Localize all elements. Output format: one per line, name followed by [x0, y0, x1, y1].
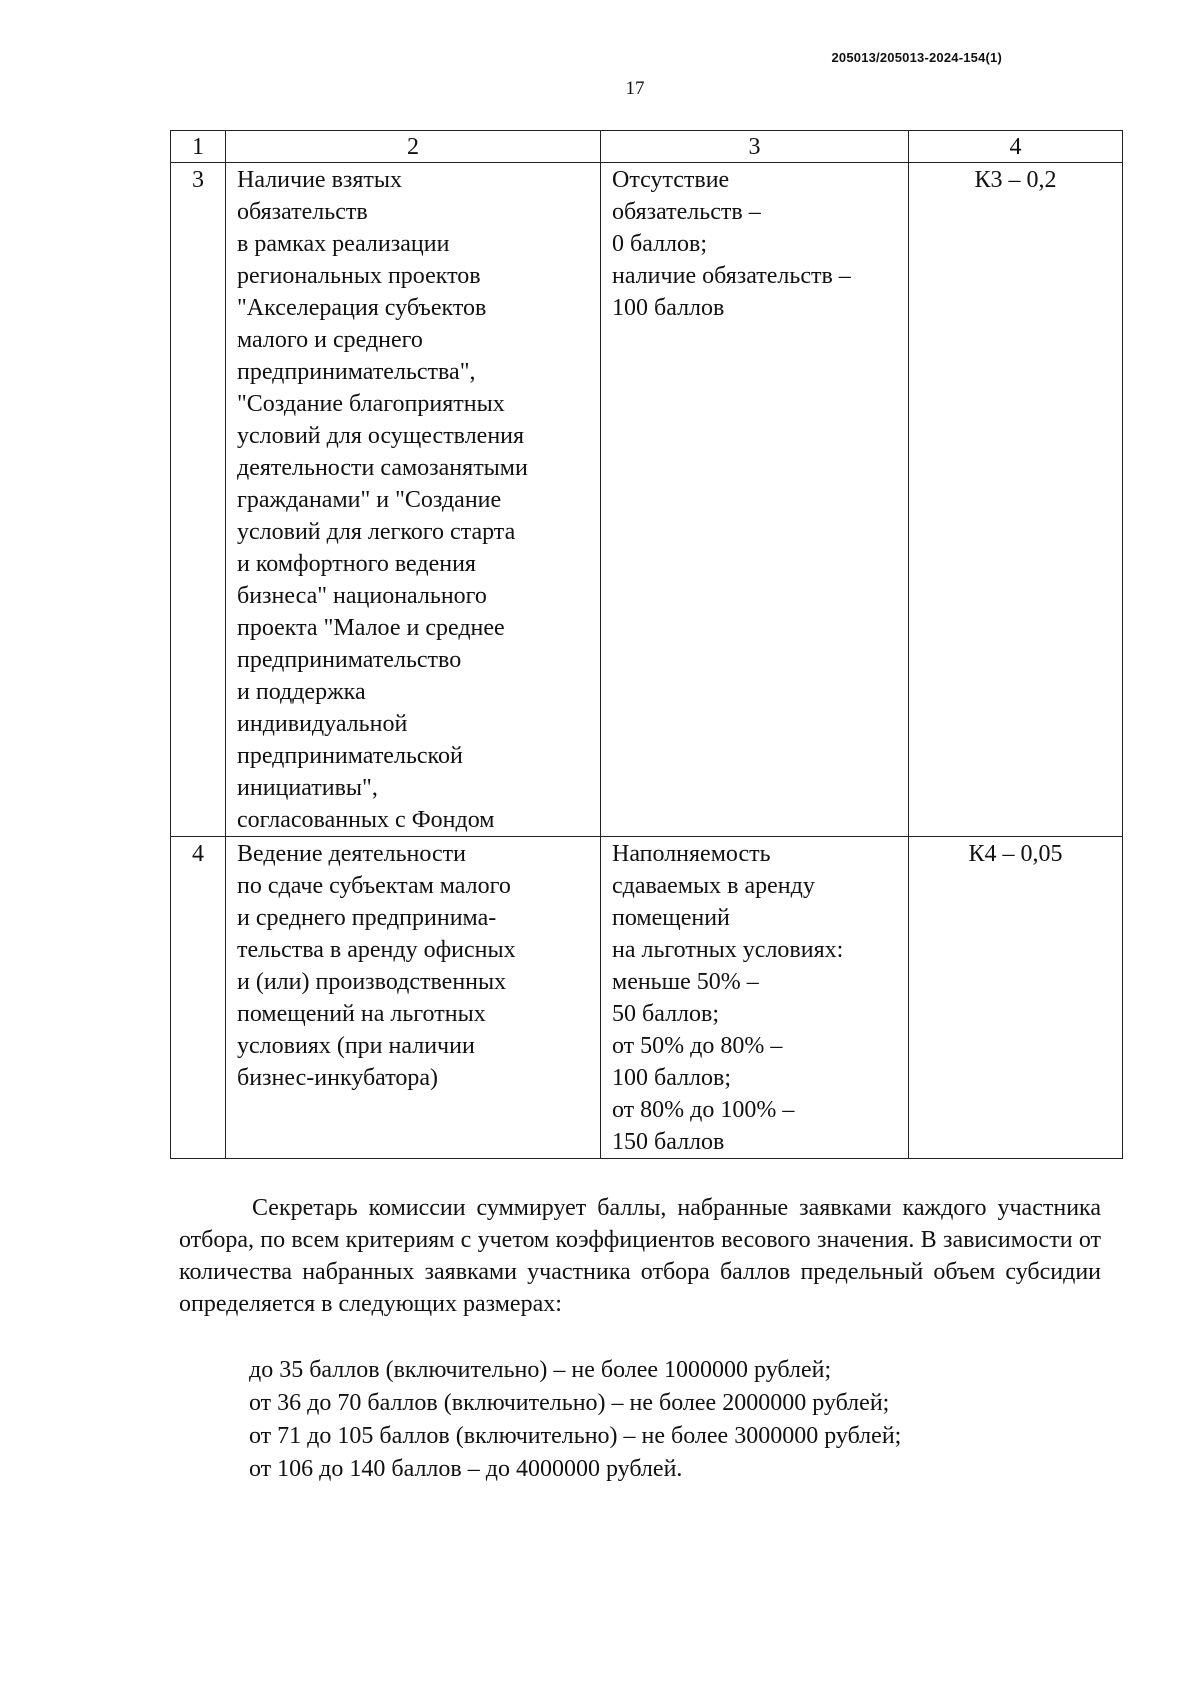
column-header-1: 1 — [171, 131, 226, 163]
subsidy-limits-list — [249, 1354, 901, 1486]
text-line: 0 баллов; — [612, 231, 708, 257]
text-line: помещений на льготных — [237, 1001, 486, 1027]
page-number: 17 — [625, 78, 645, 99]
body-paragraph: Секретарь комиссии суммирует баллы, набранные заявками каждого участника отбора, по всем критериям с учетом коэффициентов весового значения. В зависимости от количества набранных заявками участника отбора баллов предельный объем субсидии определяется в следующих размерах: — [179, 1195, 1101, 1317]
document-id: 205013/205013-2024-154(1) — [831, 50, 1002, 65]
text-line: Наполняемость — [612, 841, 771, 867]
text-line: бизнес-инкубатора) — [237, 1065, 439, 1091]
coefficient-cell: К4 – 0,05 — [909, 837, 1123, 1159]
scoring-text — [612, 838, 898, 1158]
text-line: условий для легкого старта — [237, 519, 516, 545]
text-line: малого и среднего — [237, 327, 423, 353]
text-line: меньше 50% – — [612, 969, 759, 995]
table-row — [171, 837, 1123, 1159]
text-line: в рамках реализации — [237, 231, 450, 257]
text-line: и поддержка — [237, 679, 366, 705]
list-item: до 35 баллов (включительно) – не более 1000000 рублей; — [249, 1357, 832, 1383]
text-line: бизнеса" национального — [237, 583, 487, 609]
text-line: Отсутствие — [612, 167, 730, 193]
list-item: от 71 до 105 баллов (включительно) – не более 3000000 рублей; — [249, 1423, 902, 1449]
row-number: 4 — [171, 837, 226, 1159]
text-line: тельства в аренду офисных — [237, 937, 516, 963]
text-line: обязательств – — [612, 199, 761, 225]
text-line: деятельности самозанятыми — [237, 455, 528, 481]
criterion-text — [237, 164, 590, 836]
list-item: от 36 до 70 баллов (включительно) – не более 2000000 рублей; — [249, 1390, 890, 1416]
text-line: на льготных условиях: — [612, 937, 844, 963]
text-line: от 50% до 80% – — [612, 1033, 783, 1059]
column-header-2: 2 — [226, 131, 601, 163]
text-line: предпринимательской — [237, 743, 463, 769]
text-line: наличие обязательств – — [612, 263, 851, 289]
text-line: условиях (при наличии — [237, 1033, 475, 1059]
criterion-cell — [226, 837, 601, 1159]
text-line: инициативы", — [237, 775, 378, 801]
text-line: Ведение деятельности — [237, 841, 466, 867]
scoring-text — [612, 164, 898, 324]
text-line: от 80% до 100% – — [612, 1097, 795, 1123]
text-line: 50 баллов; — [612, 1001, 720, 1027]
column-header-3: 3 — [601, 131, 909, 163]
text-line: Наличие взятых — [237, 167, 403, 193]
text-line: сдаваемых в аренду — [612, 873, 815, 899]
text-line: предпринимательства", — [237, 359, 476, 385]
text-line: 100 баллов; — [612, 1065, 732, 1091]
text-line: предпринимательство — [237, 647, 462, 673]
text-line: и среднего предпринима- — [237, 905, 497, 931]
text-line: индивидуальной — [237, 711, 408, 737]
text-line: региональных проектов — [237, 263, 481, 289]
column-header-4: 4 — [909, 131, 1123, 163]
table-header-row — [171, 131, 1123, 163]
text-line: проекта "Малое и среднее — [237, 615, 505, 641]
scoring-cell — [601, 163, 909, 837]
text-line: гражданами" и "Создание — [237, 487, 502, 513]
criterion-cell — [226, 163, 601, 837]
criteria-table — [170, 130, 1123, 1159]
list-item: от 106 до 140 баллов – до 4000000 рублей. — [249, 1456, 683, 1482]
text-line: помещений — [612, 905, 730, 931]
text-line: "Создание благоприятных — [237, 391, 505, 417]
row-number: 3 — [171, 163, 226, 837]
table-row — [171, 163, 1123, 837]
text-line: обязательств — [237, 199, 368, 225]
coefficient-cell: К3 – 0,2 — [909, 163, 1123, 837]
text-line: условий для осуществления — [237, 423, 525, 449]
text-line: по сдаче субъектам малого — [237, 873, 511, 899]
text-line: согласованных с Фондом — [237, 807, 495, 833]
text-line: "Акселерация субъектов — [237, 295, 487, 321]
criterion-text — [237, 838, 590, 1094]
scoring-cell — [601, 837, 909, 1159]
text-line: и комфортного ведения — [237, 551, 476, 577]
text-line: 100 баллов — [612, 295, 725, 321]
text-line: и (или) производственных — [237, 969, 507, 995]
text-line: 150 баллов — [612, 1129, 725, 1155]
